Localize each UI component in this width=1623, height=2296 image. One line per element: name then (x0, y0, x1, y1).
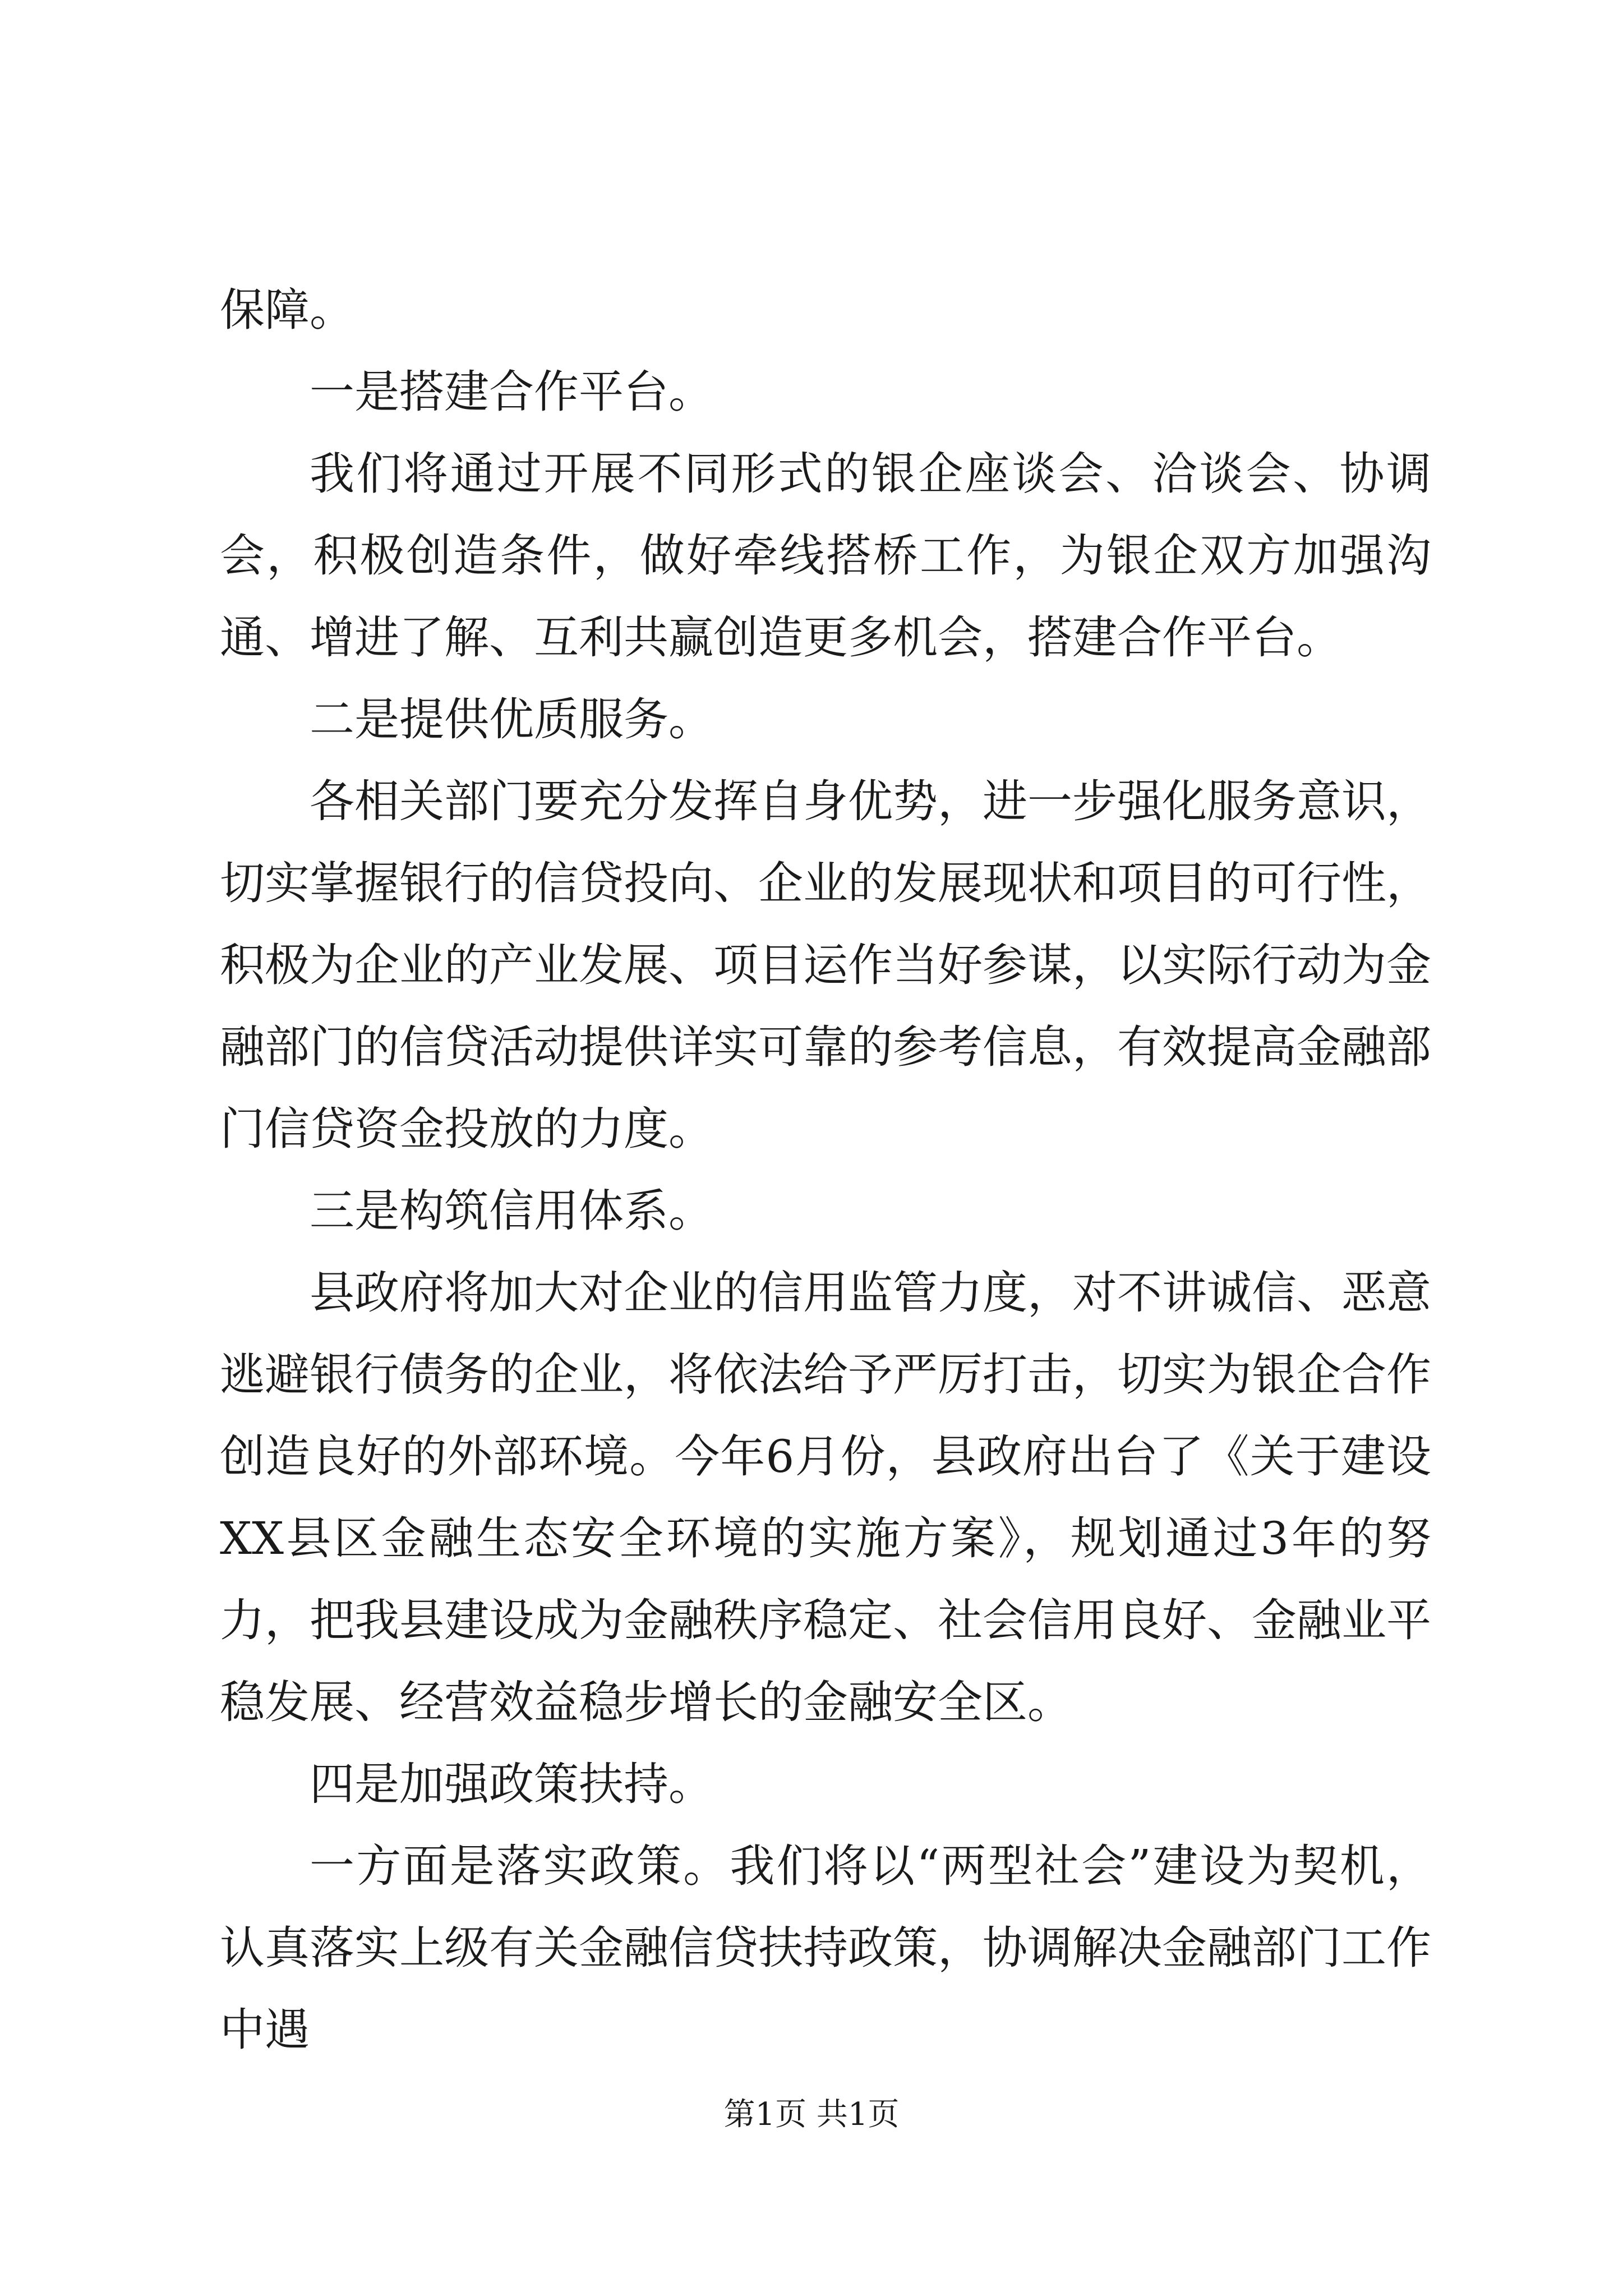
paragraph-4: 县政府将加大对企业的信用监管力度，对不讲诚信、恶意逃避银行债务的企业，将依法给予严厉打击，切实为银企合作创造良好的外部环境。今年6月份，县政府出台了《关于建设XX县区金融生态安全环境的实施方案》，规划通过3年的努力，把我县建设成为金融秩序稳定、社会信用良好、金融业平稳发展、经营效益稳步增长的金融安全区。 (220, 1267, 1431, 1728)
document-body (220, 269, 1431, 2071)
paragraph-3: 各相关部门要充分发挥自身优势，进一步强化服务意识，切实掌握银行的信贷投向、企业的发展现状和项目的可行性，积极为企业的产业发展、项目运作当好参谋，以实际行动为金融部门的信贷活动提供详实可靠的参考信息，有效提高金融部门信贷资金投放的力度。 (220, 775, 1431, 1155)
section-heading-3: 三是构筑信用体系。 (310, 1185, 713, 1237)
section-heading-2: 二是提供优质服务。 (310, 693, 713, 746)
paragraph-5: 一方面是落实政策。我们将以“两型社会”建设为契机，认真落实上级有关金融信贷扶持政策，协调解决金融部门工作中遇 (220, 1840, 1431, 2056)
paragraph-2: 我们将通过开展不同形式的银企座谈会、洽谈会、协调会，积极创造条件，做好牵线搭桥工作，为银企双方加强沟通、增进了解、互利共赢创造更多机会，搭建合作平台。 (220, 448, 1431, 664)
section-heading-4: 四是加强政策扶持。 (310, 1758, 713, 1810)
section-heading-1: 一是搭建合作平台。 (310, 366, 713, 418)
page-footer: 第1页 共1页 (723, 2096, 900, 2133)
paragraph-1: 保障。 (220, 284, 354, 336)
